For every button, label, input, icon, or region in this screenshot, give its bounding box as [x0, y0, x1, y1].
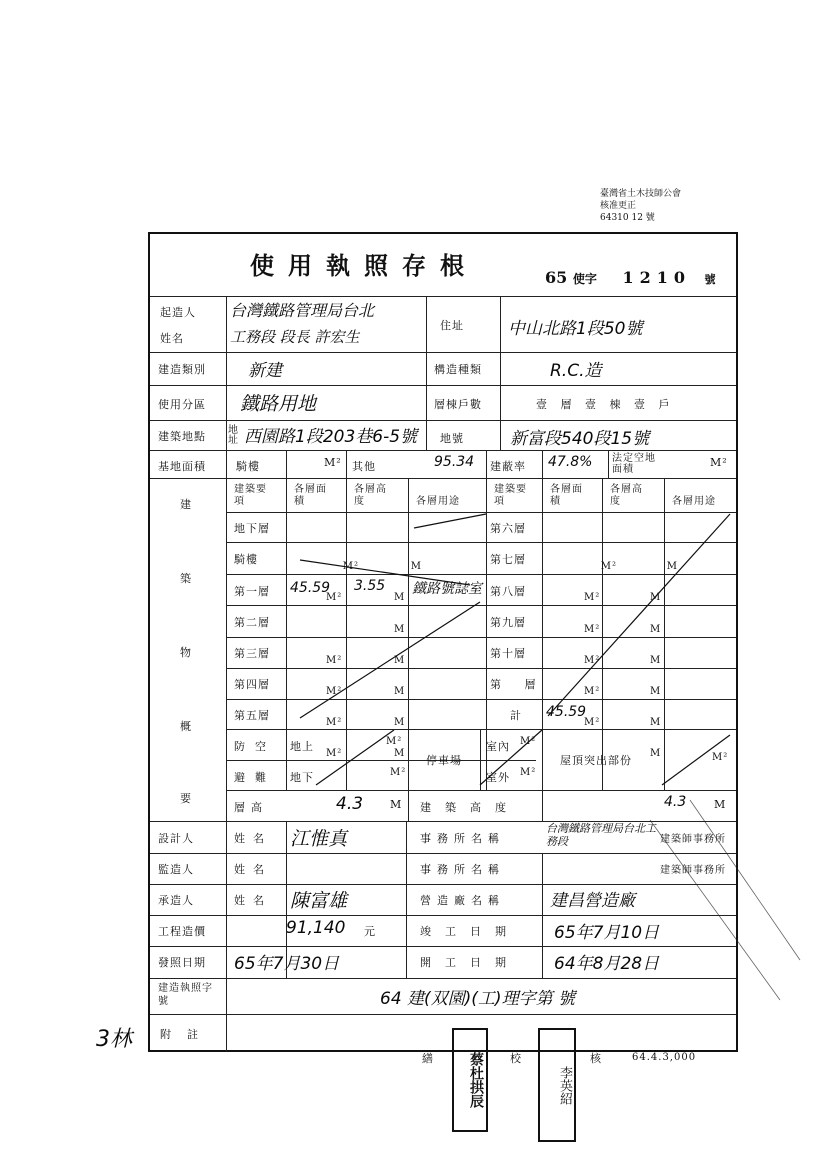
parking-indoor: 室內: [486, 740, 510, 753]
start-value: 64年8月28日: [554, 954, 660, 974]
row-floor-7: 第七層: [490, 553, 526, 566]
zoning-label: 使用分區: [158, 398, 206, 411]
total-area: 45.59: [546, 704, 587, 720]
supervisor-name-label: 姓名: [234, 863, 272, 876]
floor-height-unit: M: [390, 798, 403, 811]
unit-m-col2: M M M M M M M: [650, 561, 678, 760]
start-label: 開工日期: [420, 956, 520, 969]
issue-label: 發照日期: [158, 956, 206, 969]
strike-left-diagonal: [300, 602, 480, 718]
designer-name: 江惟真: [290, 828, 348, 850]
structure-type-label: 構造種類: [434, 363, 482, 376]
floor-height-label: 層高: [234, 801, 268, 814]
row-floor-5: 第五層: [234, 709, 270, 722]
row-floor-6: 第六層: [490, 522, 526, 535]
strike-roof: [662, 735, 730, 785]
legal-open-unit: M²: [710, 456, 728, 469]
row-floor-1: 第一層: [234, 585, 270, 598]
strike-parking: [480, 730, 542, 785]
building-height-unit: M: [714, 798, 727, 811]
building-type-value: 新建: [248, 361, 282, 381]
shelter-above: 地上: [290, 740, 314, 753]
shelter-below: 地下: [290, 771, 314, 784]
license-suffix: 號: [704, 273, 716, 286]
strike-basement: [414, 514, 486, 528]
applicant-label-b: 姓名: [160, 332, 184, 345]
cost-unit: 元: [364, 925, 376, 938]
completion-label: 竣工日期: [420, 925, 520, 938]
row-arcade: 騎樓: [234, 553, 258, 566]
header-area-left: 各層面積: [294, 484, 327, 507]
arcade-unit: M²: [324, 456, 342, 469]
contractor-firm: 建昌營造廠: [550, 891, 635, 911]
parking-outdoor-unit: M²: [520, 767, 537, 778]
first-floor-height: 3.55: [354, 578, 386, 594]
fold-crease-2: [690, 800, 800, 960]
footer: [418, 1028, 738, 1138]
coverage-value: 47.8%: [548, 454, 593, 470]
permit-label: 建造執照字號: [158, 983, 213, 1007]
designer-office-label: 事務所名稱: [420, 832, 505, 845]
print-info: 64.4.3,000: [632, 1052, 697, 1063]
header-use-right: 各層用途: [672, 496, 716, 507]
building-height-value: 4.3: [664, 794, 687, 810]
arcade-label: 騎樓: [236, 460, 260, 473]
row-floor-3: 第三層: [234, 647, 270, 660]
section-label-1: 建: [180, 498, 192, 511]
address-value: 中山北路1段50號: [508, 319, 643, 339]
site-location-value: 西園路1段203巷6-5號: [244, 427, 418, 447]
row-floor-10: 第十層: [490, 647, 526, 660]
contractor-name: 陳富雄: [290, 890, 348, 912]
contractor-role: 承造人: [158, 894, 194, 907]
section-label-3: 物: [180, 646, 192, 659]
permit-value: 64 建(双園)(工)理字第 號: [380, 989, 575, 1009]
strike-left-block: [300, 560, 470, 585]
site-area-label: 基地面積: [158, 460, 206, 473]
strike-shelter: [316, 730, 394, 785]
footer-col2: 校: [510, 1052, 522, 1065]
applicant-value-1: 台灣鐵路管理局台北: [230, 301, 375, 320]
license-year: 65: [545, 268, 568, 287]
footer-col1: 繕: [422, 1052, 434, 1065]
section-label-4: 概: [180, 720, 192, 733]
first-floor-area: 45.59: [290, 580, 331, 596]
row-total: 計: [510, 709, 522, 722]
completion-value: 65年7月10日: [554, 923, 660, 943]
issue-value: 65年7月30日: [234, 954, 340, 974]
designer-stamp: 建築師事務所: [660, 834, 726, 845]
site-location-label: 建築地點: [158, 430, 206, 443]
parking-outdoor: 室外: [486, 771, 510, 784]
applicant-value-2: 工務段 段長 許宏生: [230, 328, 360, 346]
header-area-right: 各層面積: [550, 484, 583, 507]
header-item-left: 建築要項: [234, 484, 267, 507]
building-type-label: 建造類別: [158, 363, 206, 376]
cost-value: 91,140: [286, 918, 346, 938]
shelter-below-unit: M²: [390, 767, 407, 778]
coverage-label: 建蔽率: [490, 460, 526, 473]
form-title: 使用執照存根: [250, 251, 478, 280]
unit-m2-col2: M² M² M² M² M² M²: [584, 561, 617, 729]
margin-note: 3林: [96, 1027, 132, 1052]
other-label: 其他: [352, 460, 376, 473]
footer-col3: 核: [590, 1052, 602, 1065]
row-basement: 地下層: [234, 522, 270, 535]
unit-m2-col1: M² M² M² M² M² M²: [326, 561, 359, 760]
other-value: 95.34: [434, 454, 475, 470]
approval-stamp-1: 蔡杜拱辰: [452, 1028, 488, 1132]
designer-name-label: 姓名: [234, 832, 272, 845]
lot-value: 新富段540段15號: [510, 429, 650, 449]
header-height-right: 各層高度: [610, 484, 643, 507]
unit-m-col1: M M M M M M M: [394, 561, 422, 760]
license-no: 1210: [622, 268, 691, 287]
roof-unit: M²: [712, 752, 729, 763]
parking-label: 停車場: [426, 754, 462, 767]
cost-label: 工程造價: [158, 925, 206, 938]
parking-indoor-unit: M²: [520, 736, 537, 747]
shelter-label-1: 防空: [234, 740, 276, 753]
header-item-right: 建築要項: [494, 484, 527, 507]
roof-label: 屋頂突出部份: [560, 754, 632, 767]
site-location-sub: 地址: [228, 425, 239, 446]
row-floor-8: 第八層: [490, 585, 526, 598]
strike-right-diagonal: [548, 514, 730, 716]
designer-office: 台灣鐵路管理局台北工務段: [546, 822, 656, 848]
contractor-name-label: 姓名: [234, 894, 272, 907]
structure-type-value: R.C.造: [550, 361, 602, 381]
contractor-firm-label: 營造廠名稱: [420, 894, 505, 907]
approval-stamp-2: 李英紹: [538, 1028, 576, 1142]
supervisor-stamp: 建築師事務所: [660, 865, 726, 876]
section-label-5: 要: [180, 792, 192, 805]
lot-label: 地號: [440, 432, 464, 445]
applicant-label-a: 起造人: [160, 306, 196, 319]
designer-role: 設計人: [158, 832, 194, 845]
section-label-2: 築: [180, 572, 192, 585]
legal-open-label: 法定空地面積: [612, 453, 656, 475]
row-floor-4: 第四層: [234, 678, 270, 691]
top-stamp-line2: 核准更正: [600, 201, 637, 211]
row-floor-n: 第 層: [490, 678, 537, 691]
floor-height-value: 4.3: [336, 794, 364, 814]
building-height-label: 建築高度: [420, 801, 520, 814]
supervisor-office-label: 事務所名稱: [420, 863, 505, 876]
top-stamp-line3: 64310 12 號: [600, 213, 655, 223]
shelter-label-2: 避難: [234, 771, 276, 784]
supervisor-role: 監造人: [158, 863, 194, 876]
license-kind: 使字: [572, 272, 597, 286]
row-floor-9: 第九層: [490, 616, 526, 629]
address-label: 住址: [440, 319, 464, 332]
top-stamp-line1: 臺灣省土木技師公會: [600, 189, 682, 199]
fold-crease-1: [650, 820, 780, 1000]
header-use-left: 各層用途: [416, 496, 460, 507]
floors-units-value: 壹 層 壹 棟 壹 戶: [536, 398, 671, 411]
shelter-above-unit: M²: [386, 736, 403, 747]
zoning-value: 鐵路用地: [240, 393, 317, 415]
row-floor-2: 第二層: [234, 616, 270, 629]
first-floor-use: 鐵路號誌室: [412, 581, 482, 597]
header-height-left: 各層高度: [354, 484, 387, 507]
floors-units-label: 層棟戶數: [434, 398, 482, 411]
notes-label: 附註: [160, 1028, 214, 1041]
